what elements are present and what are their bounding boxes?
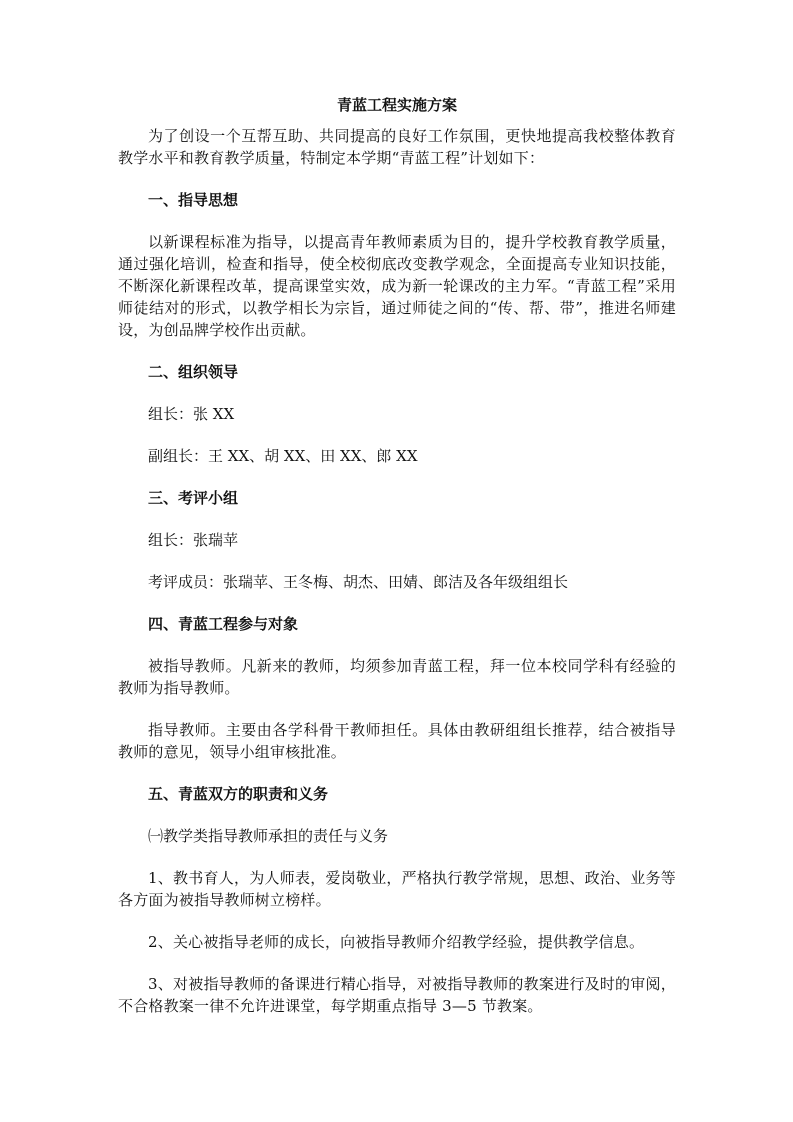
duties-item-3: 3、对被指导教师的备课进行精心指导，对被指导教师的教案进行及时的审阅，不合格教案一律不允许进课堂，每学期重点指导 3—5 节教案。	[118, 975, 676, 1015]
participants-paragraph-mentors: 指导教师。主要由各学科骨干教师担任。具体由教研组组长推荐，结合被指导教师的意见，领导小组审核批准。	[118, 721, 676, 761]
document-title: 青蓝工程实施方案	[336, 96, 457, 114]
organization-leader: 组长：张 XX	[148, 405, 235, 423]
duties-subheading: ㈠教学类指导教师承担的责任与义务	[148, 827, 389, 845]
participants-paragraph-mentees: 被指导教师。凡新来的教师，均须参加青蓝工程，拜一位本校同学科有经验的教师为指导教师。	[118, 657, 676, 697]
guiding-thought-paragraph: 以新课程标准为指导，以提高青年教师素质为目的，提升学校教育教学质量，通过强化培训，检查和指导，使全校彻底改变教学观念，全面提高专业知识技能，不断深化新课程改革，提高课堂实效，成为新一轮课改的主力军。“青蓝工程”采用师徒结对的形式，以教学相长为宗旨，通过师徒之间的“传、帮、带”，推进名师建设，为创品牌学校作出贡献。	[118, 233, 676, 339]
section-heading-participants: 四、青蓝工程参与对象	[148, 615, 299, 633]
section-heading-duties: 五、青蓝双方的职责和义务	[148, 785, 329, 803]
evaluation-leader: 组长：张瑞苹	[148, 531, 239, 549]
duties-item-1: 1、教书育人，为人师表，爱岗敬业，严格执行教学常规，思想、政治、业务等各方面为被指导教师树立榜样。	[118, 869, 676, 909]
document-page	[118, 94, 676, 1037]
organization-deputy: 副组长：王 XX、胡 XX、田 XX、郎 XX	[148, 447, 418, 465]
duties-item-2: 2、关心被指导老师的成长，向被指导教师介绍教学经验，提供教学信息。	[148, 933, 645, 951]
section-heading-guiding-thought: 一、指导思想	[148, 191, 239, 209]
evaluation-members: 考评成员：张瑞苹、王冬梅、胡杰、田婧、郎洁及各年级组组长	[148, 573, 569, 591]
section-heading-evaluation: 三、考评小组	[148, 489, 239, 507]
section-heading-organization: 二、组织领导	[148, 363, 239, 381]
intro-paragraph: 为了创设一个互帮互助、共同提高的良好工作氛围，更快地提高我校整体教育教学水平和教育教学质量，特制定本学期“青蓝工程”计划如下：	[118, 127, 676, 167]
